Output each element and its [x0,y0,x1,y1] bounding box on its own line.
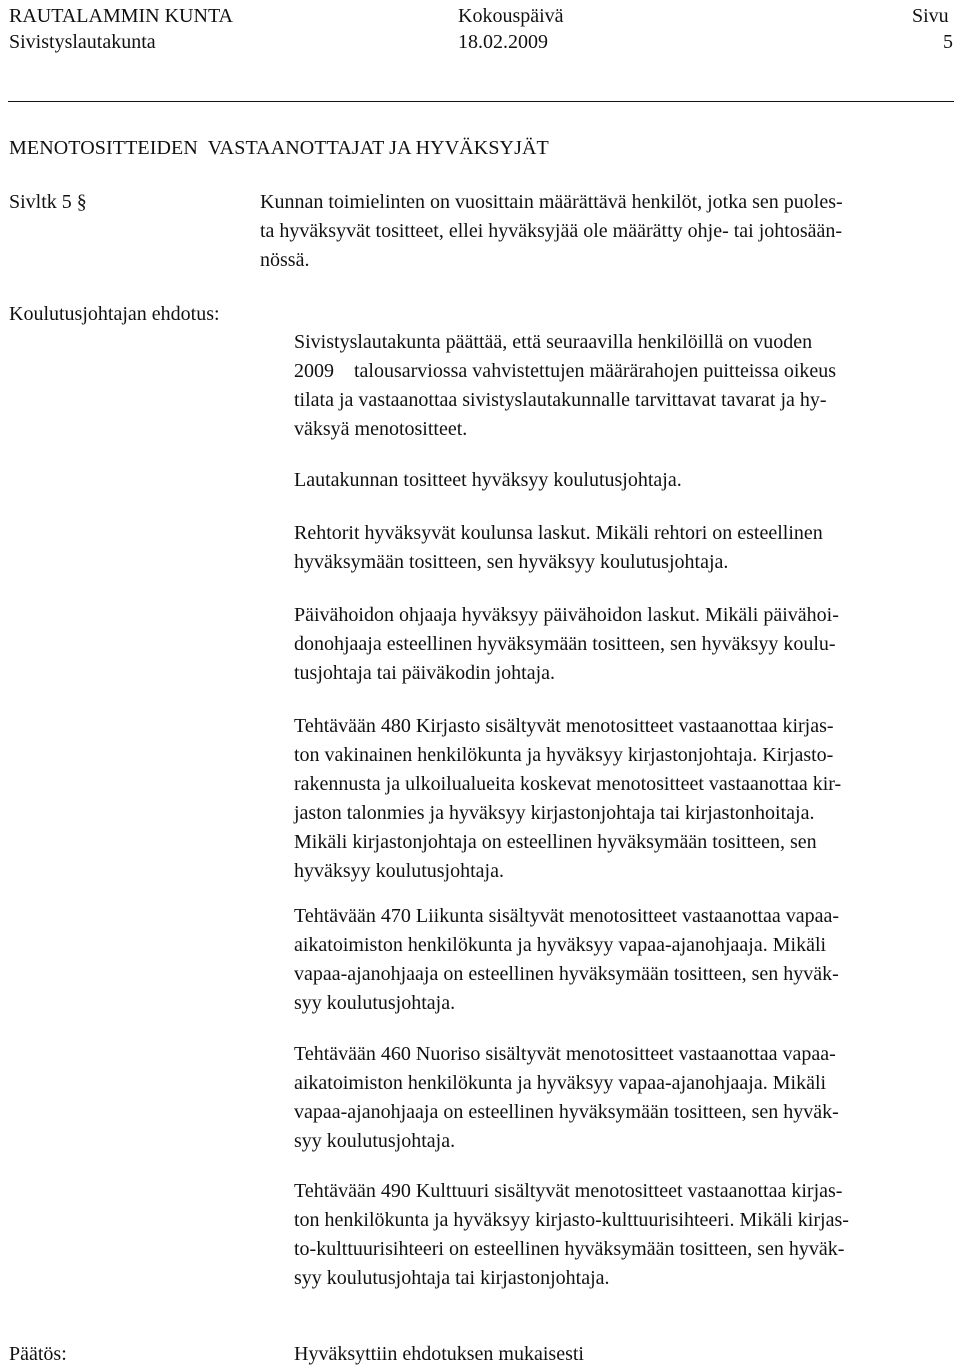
paragraph-line: syy koulutusjohtaja. [294,1130,456,1152]
paragraph-line: Tehtävään 470 Liikunta sisältyvät menotositteet vastaanottaa vapaa- [294,905,840,927]
proposal-paragraph [294,601,954,688]
paragraph-line: syy koulutusjohtaja tai kirjastonjohtaja. [294,1267,610,1289]
paragraph-line: ton vakinainen henkilökunta ja hyväksyy kirjastonjohtaja. Kirjasto- [294,744,834,766]
header-page-number: 5 [943,31,953,53]
proposal-paragraph [294,519,926,577]
paragraph-line: Rehtorit hyväksyvät koulunsa laskut. Mikäli rehtori on esteellinen [294,522,823,544]
paragraph-line: Tehtävään 490 Kulttuuri sisältyvät menotositteet vastaanottaa kirjas- [294,1180,843,1202]
intro-line: Kunnan toimielinten on vuosittain määrättävä henkilöt, jotka sen puoles- [260,191,843,213]
paragraph-line: 2009 talousarviossa vahvistettujen määrärahojen puitteissa oikeus [294,360,837,382]
paragraph-line: jaston talonmies ja hyväksyy kirjastonjohtaja tai kirjastonhoitaja. [294,802,815,824]
intro-paragraph [260,188,952,275]
header-document-type: Kokouspäivä [458,5,564,27]
paragraph-line: donohjaaja esteellinen hyväksymään tositteen, sen hyväksyy koulu- [294,633,836,655]
paragraph-line: ton henkilökunta ja hyväksyy kirjasto-kulttuurisihteeri. Mikäli kirjas- [294,1209,849,1231]
paragraph-line: Sivistyslautakunta päättää, että seuraavilla henkilöillä on vuoden [294,331,813,353]
paragraph-line: tusjohtaja tai päiväkodin johtaja. [294,662,556,684]
proposal-paragraph [294,1040,954,1156]
paragraph-line: Lautakunnan tositteet hyväksyy koulutusjohtaja. [294,469,682,491]
decision-text: Hyväksyttiin ehdotuksen mukaisesti [294,1343,584,1365]
paragraph-line: tilata ja vastaanottaa sivistyslautakunnalle tarvittavat tavarat ja hy- [294,389,827,411]
header-page-label: Sivu [912,5,949,27]
header-organization: RAUTALAMMIN KUNTA [9,5,234,27]
proposal-label: Koulutusjohtajan ehdotus: [9,303,220,325]
paragraph-line: aikatoimiston henkilökunta ja hyväksyy vapaa-ajanohjaaja. Mikäli [294,934,827,956]
proposal-paragraph [294,712,954,886]
paragraph-line: aikatoimiston henkilökunta ja hyväksyy vapaa-ajanohjaaja. Mikäli [294,1072,827,1094]
paragraph-line: Tehtävään 460 Nuoriso sisältyvät menotositteet vastaanottaa vapaa- [294,1043,836,1065]
paragraph-line: vapaa-ajanohjaaja on esteellinen hyväksymään tositteen, sen hyväk- [294,963,839,985]
paragraph-line: hyväksyy koulutusjohtaja. [294,860,504,882]
proposal-paragraph [294,902,954,1018]
section-title: MENOTOSITTEIDEN VASTAANOTTAJAT JA HYVÄKSYJÄT [9,137,549,159]
intro-line: ta hyväksyvät tositteet, ellei hyväksyjää ole määrätty ohje- tai johtosään- [260,220,843,242]
paragraph-line: vapaa-ajanohjaaja on esteellinen hyväksymään tositteen, sen hyväk- [294,1101,839,1123]
intro-line: nössä. [260,249,310,271]
paragraph-line: väksyä menotositteet. [294,418,468,440]
paragraph-line: syy koulutusjohtaja. [294,992,456,1014]
paragraph-line: Päivähoidon ohjaaja hyväksyy päivähoidon laskut. Mikäli päivähoi- [294,604,839,626]
paragraph-line: rakennusta ja ulkoilualueita koskevat menotositteet vastaanottaa kir- [294,773,842,795]
decision-label: Päätös: [9,1343,67,1365]
paragraph-line: to-kulttuurisihteeri on esteellinen hyväksymään tositteen, sen hyväk- [294,1238,845,1260]
header-committee: Sivistyslautakunta [9,31,156,53]
paragraph-line: hyväksymään tositteen, sen hyväksyy koulutusjohtaja. [294,551,729,573]
proposal-paragraph [294,1177,954,1293]
paragraph-line: Mikäli kirjastonjohtaja on esteellinen hyväksymään tositteen, sen [294,831,817,853]
section-reference: Sivltk 5 § [9,191,87,213]
header-divider [8,101,954,102]
paragraph-line: Tehtävään 480 Kirjasto sisältyvät menotositteet vastaanottaa kirjas- [294,715,834,737]
proposal-paragraph [294,466,926,495]
header-meeting-date: 18.02.2009 [458,31,548,53]
proposal-paragraph [294,328,926,444]
